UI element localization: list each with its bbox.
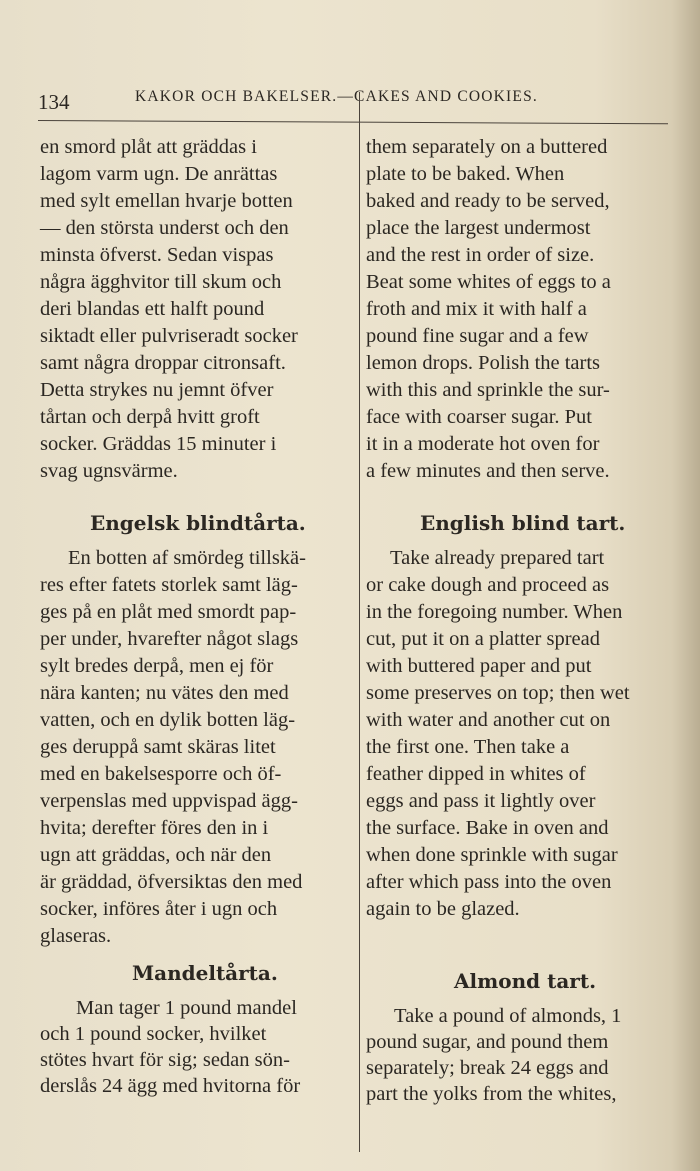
text-line: some preserves on top; then wet (366, 682, 630, 704)
text-line: pound fine sugar and a few (366, 325, 589, 347)
text-line: in the foregoing number. When (366, 601, 623, 623)
text-line: after which pass into the oven (366, 871, 612, 893)
text-line: the first one. Then take a (366, 736, 570, 758)
text-line: nära kanten; nu vätes den med (40, 682, 289, 704)
text-line: Take a pound of almonds, 1 (394, 1005, 622, 1027)
text-line: några ägghvitor till skum och (40, 271, 282, 293)
text-line: svag ugnsvärme. (40, 460, 178, 482)
text-line: ges på en plåt med smordt pap- (40, 601, 297, 623)
right-section1 (366, 134, 668, 485)
text-line: froth and mix it with half a (366, 298, 587, 320)
text-line: socker. Gräddas 15 minuter i (40, 433, 277, 455)
text-line: res efter fatets storlek samt läg- (40, 574, 298, 596)
text-line: with buttered paper and put (366, 655, 592, 677)
text-line: the surface. Bake in oven and (366, 817, 609, 839)
text-line: them separately on a buttered (366, 136, 608, 158)
text-line: lagom varm ugn. De anrättas (40, 163, 278, 185)
text-line: or cake dough and proceed as (366, 574, 610, 596)
text-line: plate to be baked. When (366, 163, 565, 185)
heading-english-blind-tart: English blind tart. (420, 511, 626, 535)
heading-almond-tart: Almond tart. (454, 969, 597, 993)
text-line: separately; break 24 eggs and (366, 1057, 609, 1079)
text-line: med en bakelsesporre och öf- (40, 763, 282, 785)
text-line: it in a moderate hot oven for (366, 433, 600, 455)
text-line: En botten af smördeg tillskä- (68, 547, 306, 569)
text-line: sylt bredes derpå, men ej för (40, 655, 274, 677)
text-line: face with coarser sugar. Put (366, 406, 592, 428)
text-line: Beat some whites of eggs to a (366, 271, 611, 293)
page-number: 134 (38, 90, 70, 114)
text-line: derslås 24 ägg med hvitorna för (40, 1075, 301, 1097)
text-line: Take already prepared tart (390, 547, 605, 569)
right-section2 (366, 545, 668, 923)
text-line: en smord plåt att gräddas i (40, 136, 257, 158)
text-line: deri blandas ett halft pound (40, 298, 265, 320)
text-line: minsta öfverst. Sedan vispas (40, 244, 274, 266)
text-line: when done sprinkle with sugar (366, 844, 618, 866)
heading-mandeltarta: Mandeltårta. (132, 961, 278, 985)
text-line: Man tager 1 pound mandel (76, 997, 297, 1019)
text-line: feather dipped in whites of (366, 763, 586, 785)
text-line: place the largest undermost (366, 217, 591, 239)
heading-engelsk-blindtarta: Engelsk blindtårta. (90, 511, 306, 535)
text-line: vatten, och en dylik botten läg- (40, 709, 296, 731)
left-section3 (40, 995, 358, 1099)
text-line: with this and sprinkle the sur- (366, 379, 610, 401)
text-line: part the yolks from the whites, (366, 1083, 617, 1105)
text-line: per under, hvarefter något slags (40, 628, 299, 650)
text-line: tårtan och derpå hvitt groft (40, 406, 260, 428)
text-line: eggs and pass it lightly over (366, 790, 596, 812)
text-line: cut, put it on a platter spread (366, 628, 600, 650)
text-line: lemon drops. Polish the tarts (366, 352, 601, 374)
running-head: KAKOR OCH BAKELSER.—CAKES AND COOKIES. (135, 88, 538, 105)
left-section1 (40, 134, 358, 485)
text-line: again to be glazed. (366, 898, 520, 920)
text-line: with water and another cut on (366, 709, 611, 731)
text-line: a few minutes and then serve. (366, 460, 610, 482)
text-line: ugn att gräddas, och när den (40, 844, 272, 866)
text-line: med sylt emellan hvarje botten (40, 190, 293, 212)
text-line: hvita; derefter föres den in i (40, 817, 269, 839)
text-line: baked and ready to be served, (366, 190, 610, 212)
text-line: glaseras. (40, 925, 112, 947)
left-section2 (40, 545, 358, 950)
text-line: socker, införes åter i ugn och (40, 898, 278, 920)
text-line: är gräddad, öfversiktas den med (40, 871, 303, 893)
text-line: siktadt eller pulvriseradt socker (40, 325, 298, 347)
text-line: Detta strykes nu jemnt öfver (40, 379, 274, 401)
text-line: verpenslas med uppvispad ägg- (40, 790, 298, 812)
right-section3 (366, 1003, 668, 1107)
text-line: — den största underst och den (40, 217, 289, 239)
header-rule (38, 120, 668, 124)
page-header (38, 84, 678, 114)
text-line: ges deruppå samt skäras litet (40, 736, 276, 758)
text-line: pound sugar, and pound them (366, 1031, 609, 1053)
text-line: and the rest in order of size. (366, 244, 595, 266)
text-line: stötes hvart för sig; sedan sön- (40, 1049, 290, 1071)
column-divider (359, 92, 360, 1152)
text-line: och 1 pound socker, hvilket (40, 1023, 267, 1045)
text-line: samt några droppar citronsaft. (40, 352, 286, 374)
